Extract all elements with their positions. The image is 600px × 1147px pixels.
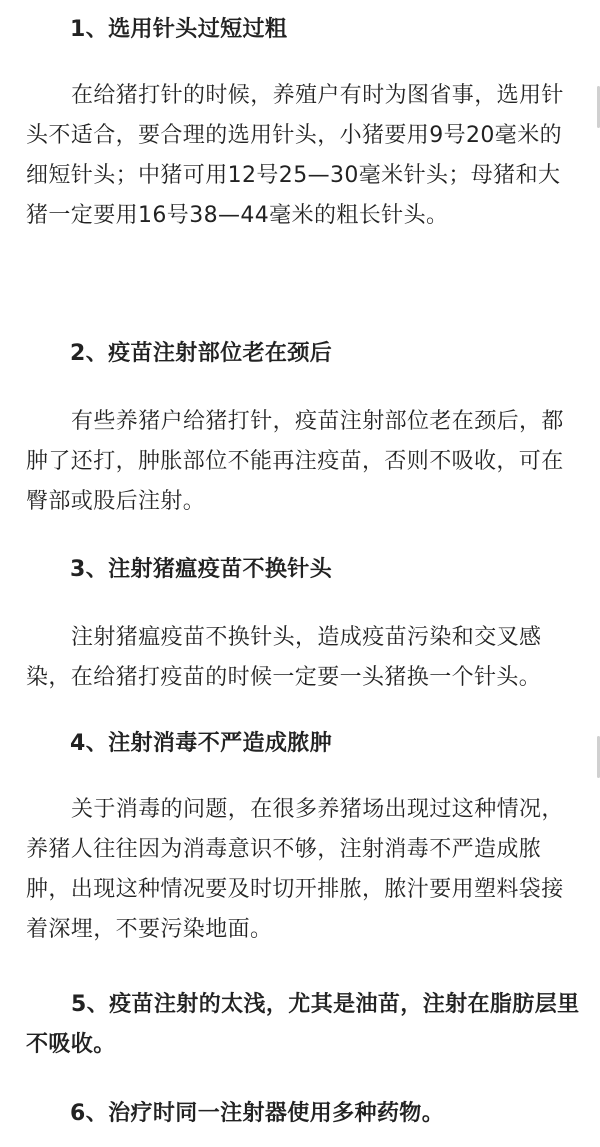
section-2-heading: 2、疫苗注射部位老在颈后 bbox=[70, 341, 333, 366]
section-4-body: 关于消毒的问题，在很多养猪场出现过这种情况，养猪人往往因为消毒意识不够，注射消毒不严造成脓肿，出现这种情况要及时切开排脓，脓汁要用塑料袋接着深埋，不要污染地面。 bbox=[26, 797, 564, 942]
section-5-heading: 5、疫苗注射的太浅，尤其是油苗，注射在脂肪层里不吸收。 bbox=[26, 992, 580, 1057]
section-4-heading: 4、注射消毒不严造成脓肿 bbox=[70, 731, 333, 756]
section-3-body: 注射猪瘟疫苗不换针头，造成疫苗污染和交叉感染，在给猪打疫苗的时候一定要一头猪换一个针头。 bbox=[26, 625, 542, 690]
section-3-heading: 3、注射猪瘟疫苗不换针头 bbox=[70, 557, 333, 582]
section-2-body: 有些养猪户给猪打针，疫苗注射部位老在颈后，都肿了还打，肿胀部位不能再注疫苗，否则不吸收，可在臀部或股后注射。 bbox=[26, 409, 564, 514]
section-6-heading: 6、治疗时同一注射器使用多种药物。 bbox=[70, 1101, 445, 1126]
section-1-heading: 1、选用针头过短过粗 bbox=[70, 17, 288, 42]
section-1-body: 在给猪打针的时候，养殖户有时为图省事，选用针头不适合，要合理的选用针头，小猪要用9号20毫米的细短针头；中猪可用12号25—30毫米针头；母猪和大猪一定要用16号38—44毫米的粗长针头。 bbox=[26, 83, 564, 228]
